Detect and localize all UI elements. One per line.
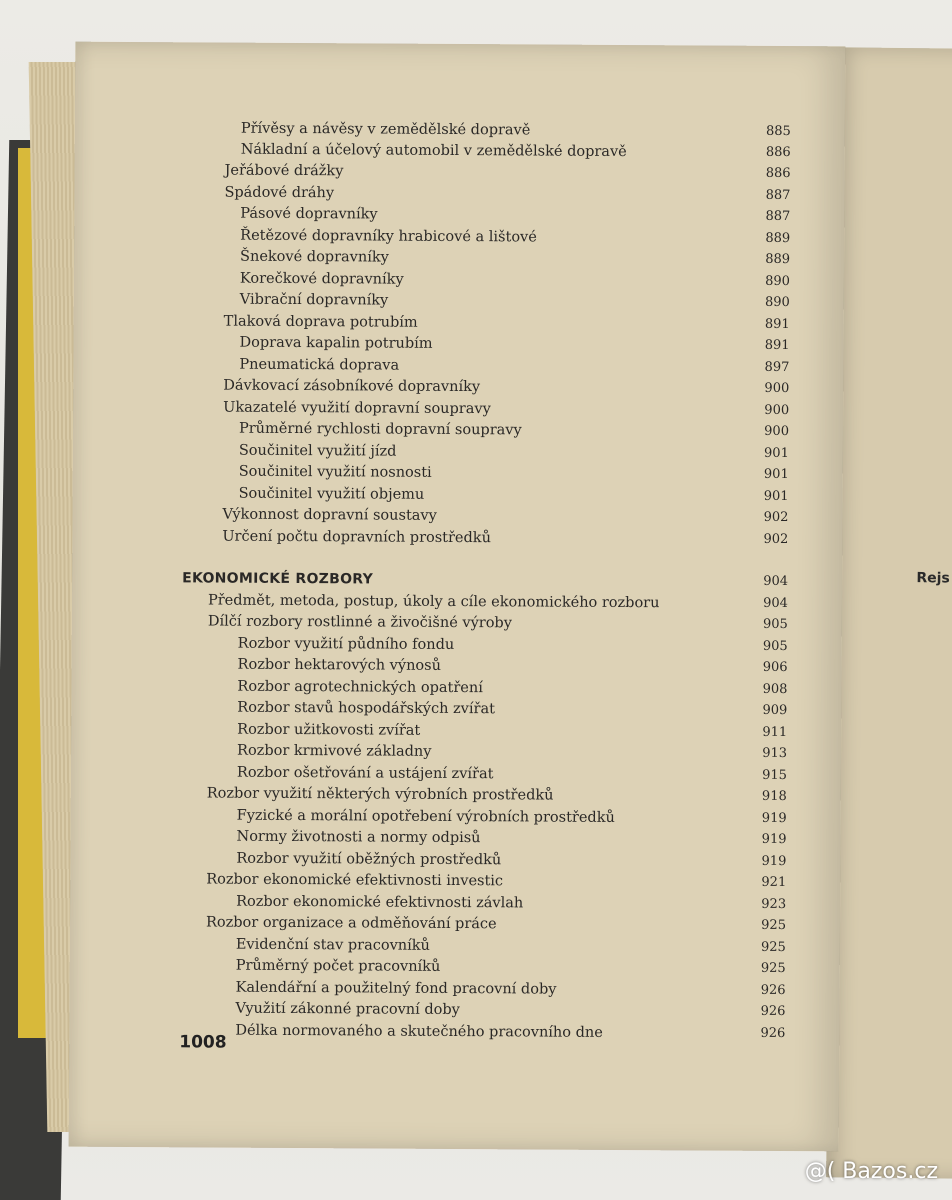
toc-entry — [223, 398, 789, 421]
toc-entry — [237, 763, 787, 786]
toc-entry-page: 891 — [764, 337, 790, 354]
toc-entry-title: Předmět, metoda, postup, úkoly a cíle ekonomického rozboru — [207, 592, 660, 612]
toc-entry-page: 902 — [763, 509, 789, 526]
toc-entry — [224, 183, 790, 206]
toc-entry-title: Doprava kapalin potrubím — [239, 334, 433, 352]
toc-entry-page: 901 — [764, 445, 789, 462]
leader-dots — [424, 721, 753, 743]
leader-dots — [499, 699, 753, 721]
right-page — [826, 47, 952, 1178]
leader-dots — [495, 528, 755, 550]
toc-entry-page: 905 — [762, 638, 788, 655]
toc-entry — [239, 419, 789, 442]
toc-entry-title: Rozbor agrotechnických opatření — [237, 678, 483, 697]
toc-entry-title: Řetězové dopravníky hrabicové a lištové — [240, 227, 537, 246]
leader-dots — [458, 635, 754, 657]
toc-entry — [207, 783, 787, 807]
toc-entry — [240, 269, 790, 292]
toc-entry — [237, 698, 787, 721]
leader-dots — [338, 183, 756, 206]
toc-entry — [222, 527, 788, 550]
toc-entry — [241, 140, 791, 163]
leader-dots — [408, 270, 756, 292]
toc-entry-page: 921 — [761, 874, 787, 891]
leader-dots — [435, 742, 753, 764]
leader-dots — [484, 377, 755, 399]
toc-entry-page: 890 — [764, 294, 790, 311]
toc-entry-page: 889 — [765, 230, 791, 247]
leader-dots — [501, 914, 752, 936]
book-page — [69, 42, 846, 1152]
toc-entry-title: Normy životnosti a normy odpisů — [236, 828, 481, 847]
toc-entry-title: Jeřábové drážky — [224, 162, 344, 180]
toc-entry — [237, 720, 787, 743]
toc-entry — [236, 849, 786, 872]
leader-dots — [663, 593, 754, 614]
toc-entry-title: Přívěsy a návěsy v zemědělské dopravě — [240, 120, 531, 139]
toc-entry — [206, 869, 786, 893]
toc-entry-title: Rozbor ekonomické efektivnosti závlah — [236, 893, 524, 912]
leader-dots — [607, 1023, 752, 1044]
toc-entry — [239, 333, 789, 356]
toc-entry-page: 909 — [762, 702, 788, 719]
toc-entry-page: 901 — [763, 488, 789, 505]
toc-entry-title: Součinitel využití jízd — [238, 442, 397, 460]
toc-entry-title: Průměrné rychlosti dopravní soupravy — [238, 420, 522, 439]
leader-dots — [619, 808, 753, 829]
toc-entry-page: 886 — [765, 165, 791, 182]
leader-dots — [534, 120, 757, 141]
toc-entry-page: 908 — [762, 681, 788, 698]
section-heading-page: 904 — [763, 573, 789, 590]
toc-entry — [237, 741, 787, 764]
toc-entry — [239, 462, 789, 485]
toc-entry-page: 919 — [761, 810, 787, 827]
toc-entry — [239, 355, 789, 378]
toc-entry-title: Pneumatická doprava — [239, 356, 400, 374]
toc-entry-page: 926 — [760, 1003, 786, 1020]
toc-entry — [237, 806, 787, 829]
toc-entry-page: 919 — [761, 853, 787, 870]
leader-dots — [441, 506, 755, 528]
toc-entry-title: Fyzické a morální opotřebení výrobních prostředků — [236, 807, 615, 826]
toc-entry-title: Průměrný počet pracovníků — [235, 957, 441, 975]
leader-dots — [505, 850, 752, 872]
toc-entry — [240, 226, 790, 249]
toc-entry-title: Součinitel využití objemu — [238, 485, 425, 503]
toc-entry-page: 890 — [765, 273, 790, 290]
toc-entry-page: 926 — [760, 1025, 786, 1042]
leader-dots — [392, 291, 756, 313]
toc-entry — [208, 590, 788, 614]
leader-dots — [560, 980, 751, 1001]
toc-entry-page: 901 — [763, 466, 789, 483]
leader-dots — [437, 334, 756, 356]
toc-entry-title: Rozbor krmivové základny — [237, 742, 432, 760]
toc-entry-page: 902 — [763, 531, 789, 548]
leader-dots — [516, 613, 754, 634]
section-heading-title: EKONOMICKÉ ROZBORY — [182, 570, 374, 588]
leader-dots — [497, 764, 753, 786]
toc-entry-title: Součinitel využití nosnosti — [238, 463, 432, 481]
toc-entry — [236, 935, 786, 958]
toc-entry-title: Evidenční stav pracovníků — [235, 936, 430, 954]
toc-entry-page: 886 — [765, 144, 791, 161]
leader-dots — [428, 485, 754, 507]
leader-dots — [422, 313, 756, 335]
toc-entry-title: Rozbor ošetřování a ustájení zvířat — [236, 764, 494, 783]
toc-entry-page: 900 — [764, 423, 790, 440]
leader-dots — [377, 570, 754, 592]
toc-entry-title: Rozbor využití půdního fondu — [237, 635, 455, 653]
toc-entry-title: Výkonnost dopravní soustavy — [222, 506, 437, 524]
toc-entry-title: Korečkové dopravníky — [239, 270, 404, 288]
toc-entry-page: 918 — [761, 788, 787, 805]
toc-entry-title: Rozbor stavů hospodářských zvířat — [237, 699, 496, 718]
toc-entry-page: 900 — [764, 402, 790, 419]
leader-dots — [436, 463, 755, 485]
toc-entry — [208, 611, 788, 635]
toc-entry — [236, 978, 786, 1001]
toc-entry — [240, 290, 790, 313]
toc-entry — [237, 677, 787, 700]
toc-entry-title: Pásové dopravníky — [240, 205, 378, 223]
leader-dots — [507, 871, 752, 892]
toc-entry-title: Šnekové dopravníky — [240, 248, 389, 266]
leader-dots — [484, 828, 752, 850]
leader-dots — [382, 205, 757, 227]
toc-entry — [224, 312, 790, 335]
toc-entry — [240, 247, 790, 270]
toc-entry-page: 911 — [762, 724, 788, 741]
toc-entry-title: Rozbor organizace a odměňování práce — [205, 914, 497, 933]
toc-entry-title: Ukazatelé využití dopravní soupravy — [223, 399, 491, 418]
leader-dots — [557, 786, 752, 807]
leader-dots — [464, 1000, 752, 1022]
toc-entry-title: Využití zákonné pracovní doby — [235, 1000, 460, 1019]
toc-entry — [239, 484, 789, 507]
toc-entry-page: 887 — [765, 208, 791, 225]
toc-entry-title: Rozbor využití některých výrobních prostředků — [206, 785, 554, 804]
leader-dots — [487, 678, 754, 700]
leader-dots — [347, 161, 756, 183]
right-page-heading-fragment: Rejs — [916, 570, 950, 587]
toc-entry-page: 889 — [765, 251, 791, 268]
toc-entry — [238, 655, 788, 678]
toc-entry-title: Délka normovaného a skutečného pracovního dne — [235, 1022, 603, 1041]
toc-entry — [222, 505, 788, 528]
toc-entry-page: 887 — [765, 187, 791, 204]
leader-dots — [527, 893, 752, 914]
toc-entry — [225, 161, 791, 184]
toc-entry-title: Kalendářní a použitelný fond pracovní doby — [235, 979, 557, 998]
toc-entry — [206, 912, 786, 936]
toc-entry-page: 913 — [762, 745, 788, 762]
toc-entry — [240, 204, 790, 227]
toc-entry-page: 925 — [760, 939, 786, 956]
toc-entry-page: 923 — [761, 896, 787, 913]
toc-entry-title: Nákladní a účelový automobil v zemědělské dopravě — [240, 141, 627, 161]
toc-entry — [238, 634, 788, 657]
toc-entry — [236, 892, 786, 915]
toc-entry-page: 919 — [761, 831, 787, 848]
toc-entry-page: 900 — [764, 380, 790, 397]
toc-entry — [235, 1021, 785, 1044]
toc-entry-title: Rozbor ekonomické efektivnosti investic — [206, 871, 504, 890]
leader-dots — [495, 399, 755, 421]
leader-dots — [541, 228, 756, 249]
leader-dots — [631, 142, 757, 163]
toc-entry-page: 904 — [763, 595, 789, 612]
toc-entry-page: 925 — [760, 960, 786, 977]
leader-dots — [526, 420, 755, 441]
leader-dots — [393, 248, 756, 270]
toc-entry-page: 897 — [764, 359, 790, 376]
toc-entry-title: Tlaková doprava potrubím — [223, 313, 418, 331]
toc-entry-page: 905 — [762, 616, 788, 633]
section-heading — [182, 568, 788, 592]
toc-entry-title: Vibrační dopravníky — [239, 291, 389, 309]
page-number: 1008 — [179, 1032, 227, 1053]
toc-entry — [223, 376, 789, 399]
toc-entry-title: Dávkovací zásobníkové dopravníky — [223, 377, 481, 396]
toc-entry-title: Určení počtu dopravních prostředků — [222, 528, 491, 547]
toc-entry-title: Rozbor hektarových výnosů — [237, 656, 441, 674]
toc-entry-page: 885 — [765, 123, 791, 140]
leader-dots — [444, 957, 752, 979]
toc-entry-title: Rozbor využití oběžných prostředků — [236, 850, 502, 869]
leader-dots — [445, 656, 754, 678]
toc-entry — [236, 827, 786, 850]
toc-entry-page: 926 — [760, 982, 786, 999]
toc-entry-title: Dílčí rozbory rostlinné a živočišné výroby — [207, 613, 512, 632]
toc-entry — [236, 956, 786, 979]
leader-dots — [400, 442, 755, 464]
toc-entry — [241, 119, 791, 142]
toc-entry-page: 915 — [762, 767, 787, 784]
leader-dots — [403, 356, 755, 378]
toc-entry-title: Rozbor užitkovosti zvířat — [237, 721, 421, 739]
leader-dots — [434, 936, 752, 958]
toc-entry-title: Spádové dráhy — [224, 184, 335, 202]
toc-entry — [235, 999, 785, 1022]
toc-entry-page: 891 — [764, 316, 790, 333]
toc-entry — [239, 441, 789, 464]
bazos-watermark: @( Bazos.cz — [804, 1159, 938, 1184]
toc-entry-page: 906 — [762, 659, 788, 676]
toc-entry-page: 925 — [761, 917, 787, 934]
